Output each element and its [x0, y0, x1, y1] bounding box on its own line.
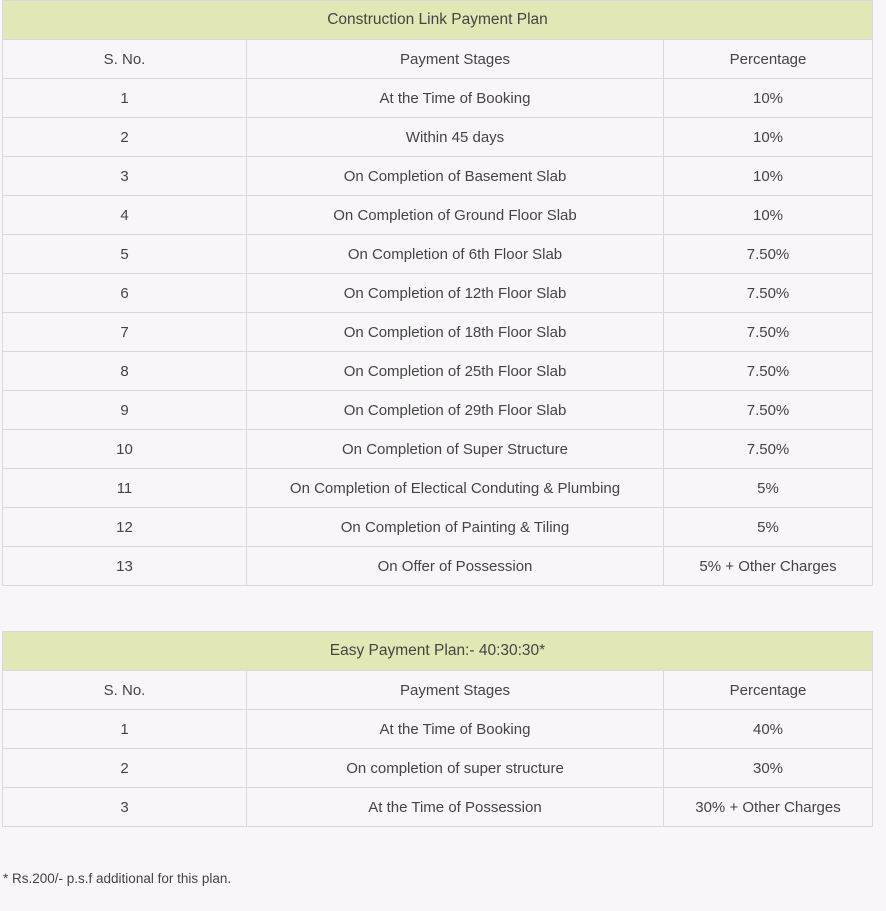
cell-payment-stage: At the Time of Booking — [247, 710, 664, 749]
cell-serial-number: 11 — [3, 469, 247, 508]
cell-percentage: 10% — [664, 196, 873, 235]
cell-percentage: 7.50% — [664, 274, 873, 313]
cell-percentage: 7.50% — [664, 352, 873, 391]
cell-serial-number: 3 — [3, 157, 247, 196]
cell-serial-number: 2 — [3, 749, 247, 788]
table-row — [3, 118, 873, 157]
table-title-row — [3, 1, 873, 40]
cell-percentage: 7.50% — [664, 391, 873, 430]
cell-serial-number: 3 — [3, 788, 247, 827]
cell-percentage: 5% + Other Charges — [664, 547, 873, 586]
cell-payment-stage: On completion of super structure — [247, 749, 664, 788]
table-row — [3, 430, 873, 469]
cell-serial-number: 1 — [3, 710, 247, 749]
cell-payment-stage: On Offer of Possession — [247, 547, 664, 586]
footnote: * Rs.200/- p.s.f additional for this plan. — [3, 871, 232, 886]
cell-serial-number: 6 — [3, 274, 247, 313]
cell-serial-number: 5 — [3, 235, 247, 274]
cell-percentage: 10% — [664, 118, 873, 157]
cell-percentage: 7.50% — [664, 235, 873, 274]
table-row — [3, 749, 873, 788]
column-header-percentage: Percentage — [664, 40, 873, 79]
table-row — [3, 274, 873, 313]
cell-payment-stage: On Completion of Super Structure — [247, 430, 664, 469]
table-row — [3, 157, 873, 196]
table-row — [3, 79, 873, 118]
table-header-row — [3, 40, 873, 79]
column-header-payment-stages: Payment Stages — [247, 671, 664, 710]
column-header-payment-stages: Payment Stages — [247, 40, 664, 79]
cell-payment-stage: On Completion of 29th Floor Slab — [247, 391, 664, 430]
easy-payment-plan-table — [2, 631, 873, 827]
cell-serial-number: 1 — [3, 79, 247, 118]
cell-serial-number: 2 — [3, 118, 247, 157]
cell-serial-number: 4 — [3, 196, 247, 235]
cell-payment-stage: On Completion of Electical Conduting & Plumbing — [247, 469, 664, 508]
cell-percentage: 7.50% — [664, 313, 873, 352]
cell-payment-stage: On Completion of 25th Floor Slab — [247, 352, 664, 391]
cell-percentage: 5% — [664, 469, 873, 508]
cell-serial-number: 8 — [3, 352, 247, 391]
table-row — [3, 788, 873, 827]
cell-payment-stage: On Completion of 18th Floor Slab — [247, 313, 664, 352]
table-row — [3, 508, 873, 547]
cell-percentage: 10% — [664, 79, 873, 118]
cell-percentage: 40% — [664, 710, 873, 749]
column-header-serial: S. No. — [3, 40, 247, 79]
cell-payment-stage: On Completion of Ground Floor Slab — [247, 196, 664, 235]
table-row — [3, 469, 873, 508]
cell-percentage: 30% + Other Charges — [664, 788, 873, 827]
table-body — [3, 710, 873, 827]
cell-serial-number: 9 — [3, 391, 247, 430]
cell-serial-number: 10 — [3, 430, 247, 469]
cell-payment-stage: On Completion of 6th Floor Slab — [247, 235, 664, 274]
cell-percentage: 5% — [664, 508, 873, 547]
table-row — [3, 547, 873, 586]
table-body — [3, 79, 873, 586]
table-row — [3, 710, 873, 749]
table-row — [3, 235, 873, 274]
cell-payment-stage: On Completion of 12th Floor Slab — [247, 274, 664, 313]
cell-serial-number: 13 — [3, 547, 247, 586]
cell-serial-number: 12 — [3, 508, 247, 547]
table-row — [3, 391, 873, 430]
table-title-row — [3, 632, 873, 671]
table-header-row — [3, 671, 873, 710]
column-header-percentage: Percentage — [664, 671, 873, 710]
construction-link-payment-plan-table — [2, 0, 873, 586]
cell-payment-stage: At the Time of Booking — [247, 79, 664, 118]
table-row — [3, 196, 873, 235]
cell-payment-stage: At the Time of Possession — [247, 788, 664, 827]
cell-percentage: 30% — [664, 749, 873, 788]
cell-payment-stage: Within 45 days — [247, 118, 664, 157]
cell-serial-number: 7 — [3, 313, 247, 352]
cell-payment-stage: On Completion of Basement Slab — [247, 157, 664, 196]
cell-percentage: 10% — [664, 157, 873, 196]
table-row — [3, 352, 873, 391]
cell-payment-stage: On Completion of Painting & Tiling — [247, 508, 664, 547]
cell-percentage: 7.50% — [664, 430, 873, 469]
table-title: Easy Payment Plan:- 40:30:30* — [3, 632, 873, 671]
column-header-serial: S. No. — [3, 671, 247, 710]
table-row — [3, 313, 873, 352]
table-title: Construction Link Payment Plan — [3, 1, 873, 40]
